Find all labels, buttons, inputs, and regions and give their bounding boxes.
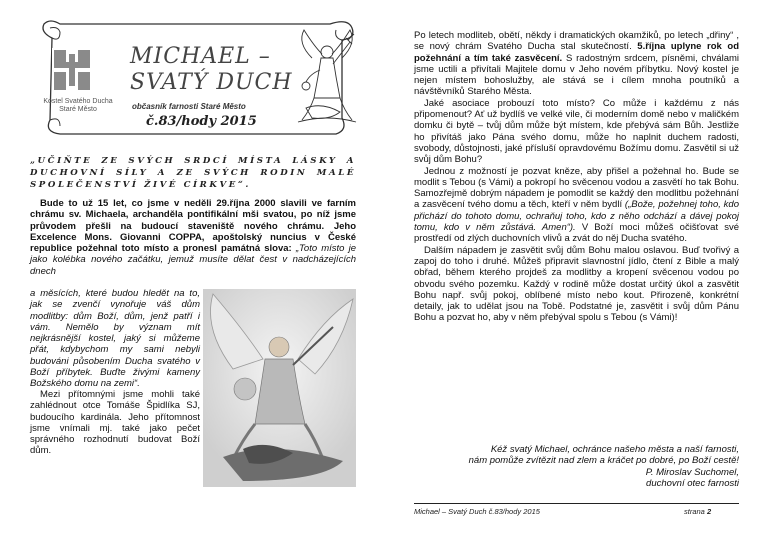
church-logo-icon xyxy=(52,48,92,92)
signature-name: P. Miroslav Suchomel, xyxy=(645,466,739,478)
right-page xyxy=(384,0,768,543)
closing-line-2: nám pomůže zvítězit nad zlem a kráčet po dobré, po Boží cestě! xyxy=(468,455,739,467)
logo-caption: Kostel Svatého Ducha Staré Město xyxy=(43,98,113,113)
footer-title: Michael – Svatý Duch č.83/hody 2015 xyxy=(414,507,540,516)
left-paragraph-2-text: Mezi přítomnými jsme mohli také zahlédnout otce Tomáše Špidlíka SJ, budoucího kardinála. Jeho přítomnost jsme vnímali mj. také jako pečet správného rozhodnutí budovat Boží dům. xyxy=(30,389,200,457)
right-paragraph-2-text: Jaké asociace probouzí toto místo? Co může i každému z nás připomenout? Ať už bydlíš ve velké vile, či moderním domě nebo v maličkém domku či bytě – tvůj dům může být místem, kde přebývá sám Bůh. Jestliže ho přivítáš jako Pána svého domu, může ho naplnit duchem radosti, svobody, důstojnosti, jaké přísluší opravdovému Božímu domu. Zasvětil si už svůj dům Bohu? xyxy=(414,97,739,166)
archangel-michael-drawing-icon xyxy=(292,28,362,128)
closing-blessing xyxy=(414,444,739,489)
motto-quote: „UČIŇTE ZE SVÝCH SRDCÍ MÍSTA LÁSKY A DUCHOVNÍ SÍLY A ZE SVÝCH RODIN MALÉ SPOLEČENSTVÍ ŽIVÉ CÍRKVE“. xyxy=(30,156,356,190)
masthead-subtitle: občasník farnosti Staré Město xyxy=(132,102,246,111)
right-paragraph-1-bold: 5.října uplyne rok od požehnání a tím také zasvěcení. xyxy=(414,41,739,64)
masthead-title-line1: MICHAEL – xyxy=(130,44,271,69)
right-paragraph-3 xyxy=(414,166,739,245)
left-paragraph-2 xyxy=(30,389,200,457)
right-paragraph-2 xyxy=(414,98,739,166)
footer-page-value: 2 xyxy=(706,507,712,516)
closing-line-1: Kéž svatý Michael, ochránce našeho města a naší farnosti, xyxy=(490,444,739,455)
masthead xyxy=(30,18,360,138)
footer-page-label: strana xyxy=(684,507,705,516)
left-paragraph-1-quote-start: „Toto místo je jako kolébka nového začátku, jemuž musíte dělat čest v nadcházejících dnech xyxy=(30,243,356,277)
archangel-michael-painting-icon xyxy=(203,289,356,487)
right-paragraph-1-b: S radostným srdcem, písněmi, chválami jsme uctili a přivítali Majitele domu v Jeho novém příbytku. Nový kostel je nejen místem bohoslužby, ale stává se i cílem mnoha poutníků a návštěvníků Starého Města. xyxy=(414,52,740,98)
right-paragraph-3-a: Jednou z možností je pozvat kněze, aby přišel a požehnal ho. Bude se modlit s Tebou (s Vámi) a pokropí ho svěcenou vodou a zasvětí ho tak Bohu. Samozřejmě dobrým nápadem je pomodlit se každý den modlitbu požehnání a zasvěcení tvého domu a těch, kteří v něm bydlí xyxy=(414,165,739,211)
right-paragraph-1-a: Po letech modliteb, obětí, někdy i dramatických okamžiků, po letech „dřiny“ , se nový chrám Svatého Ducha stal skutečností. xyxy=(414,30,739,53)
right-paragraph-3-quote: („Bože, požehnej toho, kdo přichází do tohoto domu, ochraňuj toho, kdo z něho odchází a dávej pokoj tomu, kdo v něm zůstává. Amen“). xyxy=(414,199,739,234)
left-paragraph-1-continued xyxy=(30,288,200,390)
right-paragraph-4-text: Dalším nápadem je zasvětit svůj dům Bohu malou oslavou. Buď tvořivý a zapoj do toho i druhé. Můžeš připravit slavnostní jídlo, čtení z Bible a malý obřad, během kterého projdeš za modlitby a kropení svěcenou vodou po obvodu svého pozemku. Každý v rodině může dostat určitý úkol a zasvětit Bohu např. svůj pokoj, oblíbené místo nebo kout. Přirozeně, konkrétní detaily, jak to udělat jsou na Tobě. Podstatné je, zasvětit i svůj dům Pánu Bohu a pozvat ho, aby v něm přebýval spolu s Tebou (s Vámi)! xyxy=(414,244,739,324)
right-paragraph-4 xyxy=(414,245,739,324)
footer-divider xyxy=(414,503,739,504)
masthead-title-line2: SVATÝ DUCH xyxy=(130,70,293,95)
right-body xyxy=(414,30,739,324)
left-paragraph-1-quote-cont: a měsících, které budou hledět na to, jak se zvenčí vynořuje váš dům modlitby: dům Boží, dům, jenž patří i vám. Nemělo by význam mít nejkrásnější kostel, jaký si můžeme přát, kdybychom my sami nebyli budováni působením Ducha svatého v Boží příbytek. Buďte živými kameny Božského domu na zemi“. xyxy=(30,288,200,390)
issue-number: č.83/hody 2015 xyxy=(146,114,257,129)
left-paragraph-1-bold: Bude to už 15 let, co jsme v neděli 29.října 2000 slavili ve farním chrámu sv. Michaela, archanděla pontifikální mši svatou, po níž jsme průvodem přešli na budoucí staveniště nového chrámu. Jeho Excelence Mons. Giovanni COPPA, apoštolský nuncius v České republice požehnal toto místo a pronesl památná slova: xyxy=(30,198,356,255)
right-paragraph-3-b: V Boží moci můžeš očišťovat své prostředí od zlých duchovních vlivů a zvát do něj Ducha svatého. xyxy=(414,222,739,245)
left-paragraph-1 xyxy=(30,198,356,277)
signature-role: duchovní otec farnosti xyxy=(646,477,739,489)
right-paragraph-1 xyxy=(414,30,739,98)
footer-page-number xyxy=(684,507,711,516)
